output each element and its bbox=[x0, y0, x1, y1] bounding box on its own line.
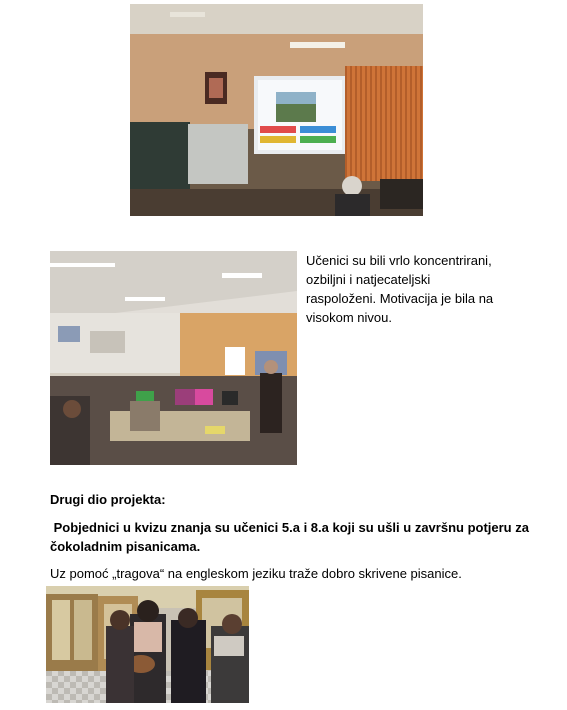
winners-paragraph bbox=[50, 518, 540, 556]
classroom-projector-photo bbox=[130, 4, 423, 216]
clues-paragraph: Uz pomoć „tragova“ na engleskom jeziku traže dobro skrivene pisanice. bbox=[50, 566, 462, 581]
paragraph-line: ozbiljni i natjecateljski bbox=[306, 272, 431, 287]
hallway-students-photo bbox=[46, 586, 249, 703]
paragraph-line: Učenici su bili vrlo koncentrirani, bbox=[306, 253, 492, 268]
paragraph-line: visokom nivou. bbox=[306, 310, 392, 325]
paragraph-line: čokoladnim pisanicama. bbox=[50, 539, 201, 554]
paragraph-line: Pobjednici u kvizu znanja su učenici 5.a i 8.a koji su ušli u završnu potjeru za bbox=[50, 520, 529, 535]
computer-lab-photo bbox=[50, 251, 297, 465]
motivation-paragraph bbox=[306, 251, 536, 327]
section-heading: Drugi dio projekta: bbox=[50, 492, 166, 507]
paragraph-line: raspoloženi. Motivacija je bila na bbox=[306, 291, 494, 306]
